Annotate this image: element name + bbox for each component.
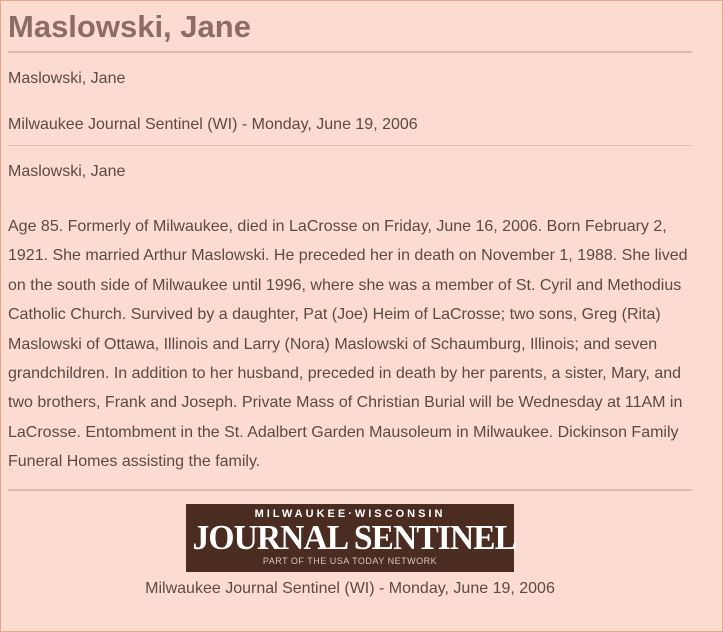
divider [8, 51, 692, 53]
obituary-body: Age 85. Formerly of Milwaukee, died in LaCrosse on Friday, June 16, 2006. Born February 2, 1921. She married Arthur Maslowski. He preceded her in death on November 1, 1988. She lived on the south side of Milwaukee until 1996, where she was a member of St. Cyril and Methodius Catholic Church. Survived by a daughter, Pat (Joe) Heim of LaCrosse; two sons, Greg (Rita) Maslowski of Ottawa, Illinois and Larry (Nora) Maslowski of Schaumburg, Illinois; and seven grandchildren. In addition to her husband, preceded in death by her parents, a sister, Mary, and two brothers, Frank and Joseph. Private Mass of Christian Burial will be Wednesday at 11AM in LaCrosse. Entombment in the St. Adalbert Garden Mausoleum in Milwaukee. Dickinson Family Funeral Homes assisting the family. [8, 218, 688, 471]
article [8, 1, 692, 599]
divider [8, 145, 692, 146]
divider [8, 489, 692, 491]
journal-sentinel-logo [186, 504, 517, 572]
header-name: Maslowski, Jane [8, 70, 126, 87]
obituary-name: Maslowski, Jane [8, 163, 126, 180]
logo-main-text: JOURNAL SENTINEL [192, 517, 517, 557]
logo-sub-text: PART OF THE USA TODAY NETWORK [262, 555, 438, 566]
logo-top-text: MILWAUKEE·WISCONSIN [254, 507, 446, 520]
page-title: Maslowski, Jane [8, 9, 251, 44]
footer-source: Milwaukee Journal Sentinel (WI) - Monday, June 19, 2006 [145, 579, 555, 597]
header-source: Milwaukee Journal Sentinel (WI) - Monday, June 19, 2006 [8, 116, 418, 133]
